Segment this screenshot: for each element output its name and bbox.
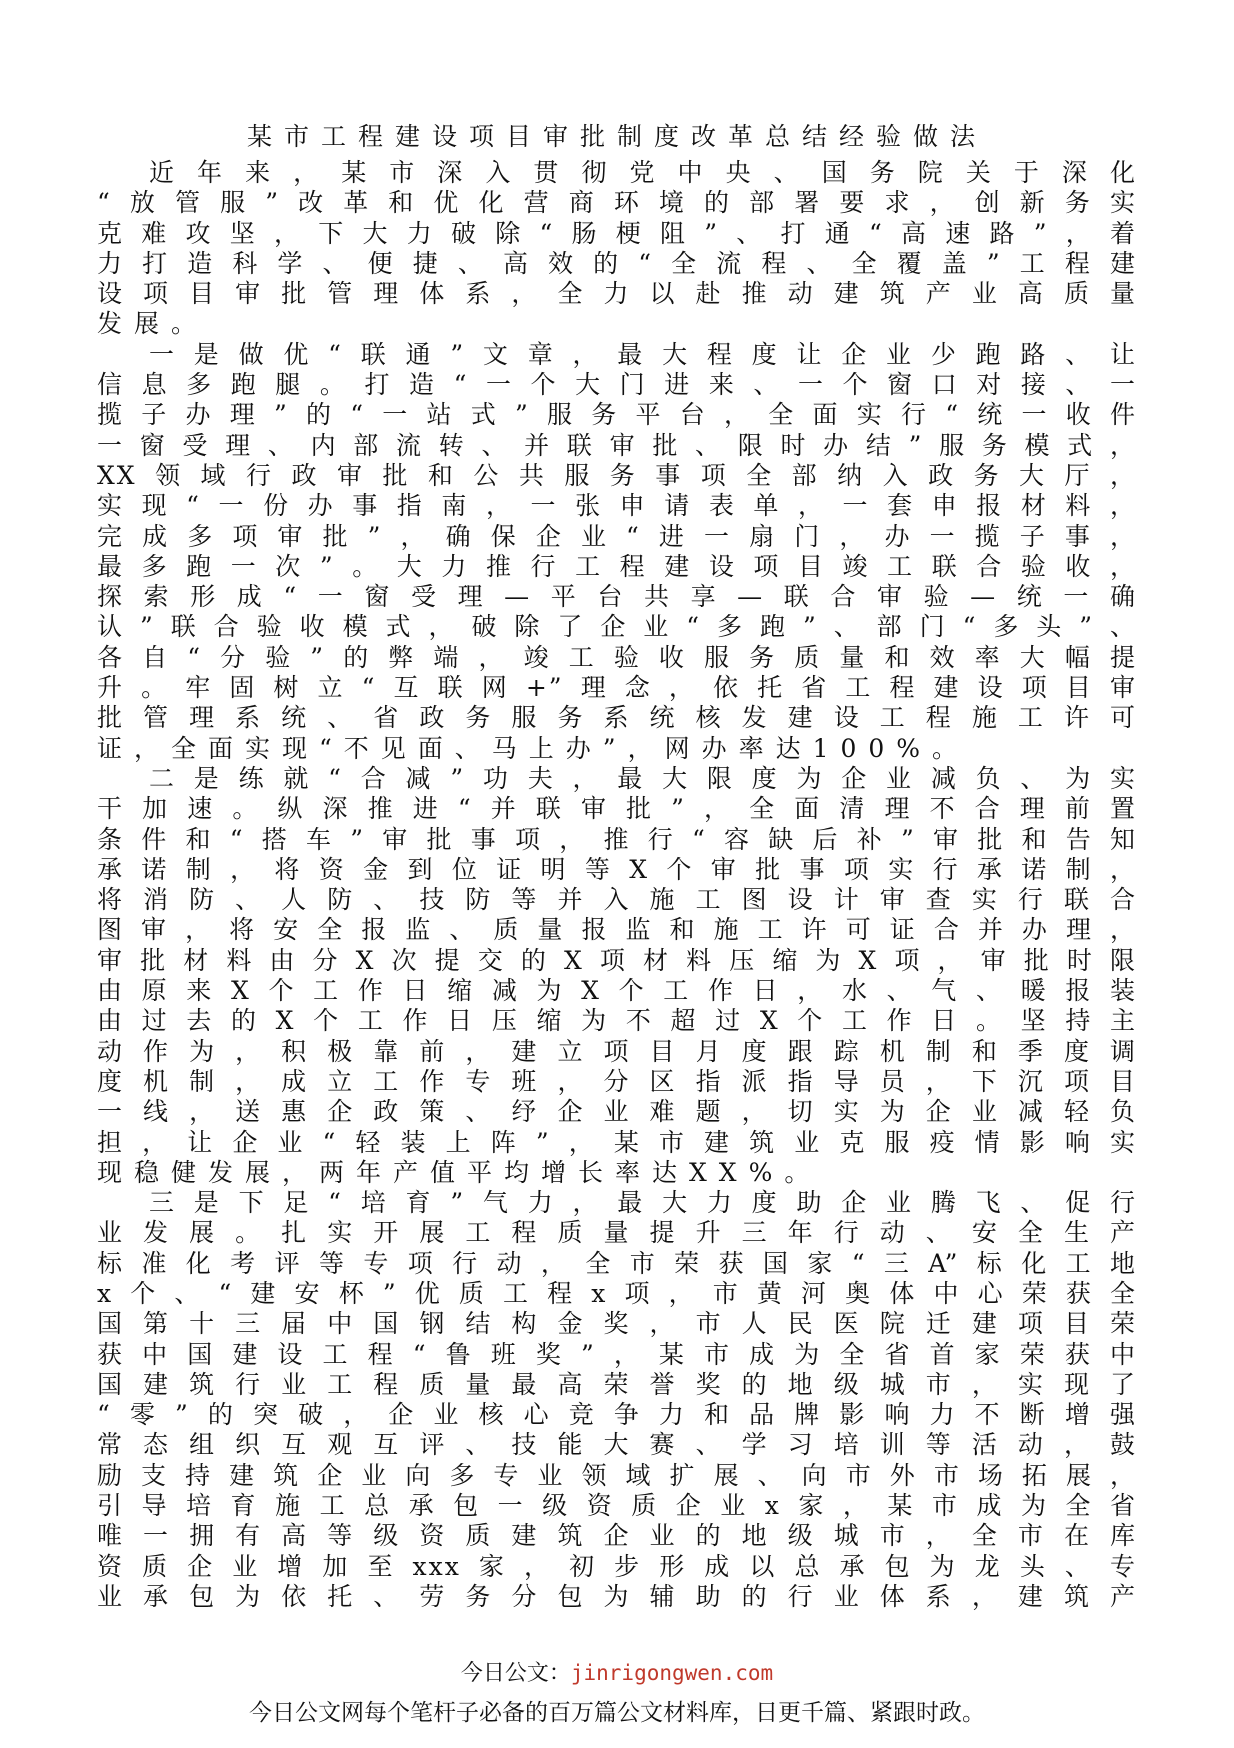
text-line: 完成多项审批”，确保企业“进一扇门，办一揽子事， [97,521,1137,551]
text-line: 承诺制，将资金到位证明等X个审批事项实行承诺制， [97,854,1137,884]
text-line: 引导培育施工总承包一级资质企业x家，某市成为全省 [97,1491,1137,1521]
text-line: 一窗受理、内部流转、并联审批、限时办结”服务模式， [97,430,1137,460]
text-line: 二是练就“合减”功夫，最大限度为企业减负、为实 [149,763,1137,793]
text-line: 图审，将安全报监、质量报监和施工许可证合并办理， [97,915,1137,945]
text-line: 最多跑一次”。大力推行工程建设项目竣工联合验收， [97,551,1137,581]
text-line: 担，让企业“轻装上阵”，某市建筑业克服疫情影响实 [97,1127,1137,1157]
text-line: 获中国建设工程“鲁班奖”，某市成为全省首家荣获中 [97,1339,1137,1369]
text-line: 由原来X个工作日缩减为X个工作日，水、气、暖报装 [97,976,1137,1006]
text-line: 励支持建筑企业向多专业领域扩展、向市外市场拓展， [97,1460,1137,1490]
text-line: 干加速。纵深推进“并联审批”，全面清理不合理前置 [97,794,1137,824]
footer-site-label: 今日公文： [460,1661,571,1686]
text-line: “零”的突破，企业核心竞争力和品牌影响力不断增强 [97,1400,1137,1430]
text-line: 证，全面实现“不见面、马上办”，网办率达100%。 [97,733,970,763]
text-line: 探索形成“一窗受理—平台共享—联合审验—统一确 [97,582,1137,612]
text-line: 批管理系统、省政务服务系统核发建设工程施工许可 [97,703,1137,733]
text-line: 信息多跑腿。打造“一个大门进来、一个窗口对接、一 [97,370,1137,400]
text-line: 业承包为依托、劳务分包为辅助的行业体系，建筑产 [97,1581,1137,1611]
text-line: 近年来，某市深入贯彻党中央、国务院关于深化 [149,158,1137,187]
text-line: 揽子办理”的“一站式”服务平台，全面实行“统一收件 [97,400,1137,430]
text-line: 度机制，成立工作专班，分区指派指导员，下沉项目 [97,1066,1137,1096]
text-line: 标准化考评等专项行动，全市荣获国家“三A”标化工地 [97,1248,1137,1278]
page-title: 某市工程建设项目审批制度改革总结经验做法 [246,122,987,151]
text-line: 资质企业增加至xxx家，初步形成以总承包为龙头、专 [97,1551,1137,1581]
text-line: 实现“一份办事指南，一张申请表单，一套申报材料， [97,491,1137,521]
text-line: 审批材料由分X次提交的X项材料压缩为X项，审批时限 [97,945,1137,975]
footer-site-link[interactable]: jinrigongwen.com [570,1661,774,1685]
text-line: 唯一拥有高等级资质建筑企业的地级城市，全市在库 [97,1521,1137,1551]
text-line: 动作为，积极靠前，建立项目月度跟踪机制和季度调 [97,1036,1137,1066]
text-line: 条件和“搭车”审批事项，推行“容缺后补”审批和告知 [97,824,1137,854]
footer-site [0,1656,1234,1687]
text-line: 设项目审批管理体系，全力以赴推动建筑产业高质量 [97,279,1137,309]
text-line: 国第十三届中国钢结构金奖，市人民医院迁建项目荣 [97,1309,1137,1339]
text-line: 发展。 [97,309,209,339]
text-line: 现稳健发展，两年产值平均增长率达XX%。 [97,1157,822,1187]
footer-slogan: 今日公文网每个笔杆子必备的百万篇公文材料库，日更千篇、紧跟时政。 [249,1700,985,1726]
text-line: 将消防、人防、技防等并入施工图设计审查实行联合 [97,885,1137,915]
text-line: 力打造科学、便捷、高效的“全流程、全覆盖”工程建 [97,248,1137,278]
text-line: 三是下足“培育”气力，最大力度助企业腾飞、促行 [149,1188,1137,1218]
text-line: 一是做优“联通”文章，最大程度让企业少跑路、让 [149,339,1137,369]
text-line: “放管服”改革和优化营商环境的部署要求，创新务实 [97,188,1137,218]
text-line: 各自“分验”的弊端，竣工验收服务质量和效率大幅提 [97,642,1137,672]
text-line: 业发展。扎实开展工程质量提升三年行动、安全生产 [97,1218,1137,1248]
text-line: x个、“建安杯”优质工程x项，市黄河奥体中心荣获全 [97,1278,1137,1308]
document-body [97,158,1137,1612]
text-line: 由过去的X个工作日压缩为不超过X个工作日。坚持主 [97,1006,1137,1036]
text-line: 国建筑行业工程质量最高荣誉奖的地级城市，实现了 [97,1369,1137,1399]
text-line: 常态组织互观互评、技能大赛、学习培训等活动，鼓 [97,1430,1137,1460]
text-line: 一线，送惠企政策、纾企业难题，切实为企业减轻负 [97,1097,1137,1127]
text-line: 升。牢固树立“互联网+”理念，依托省工程建设项目审 [97,673,1137,703]
text-line: XX领域行政审批和公共服务事项全部纳入政务大厅， [97,460,1137,490]
text-line: 认”联合验收模式，破除了企业“多跑”、部门“多头”、 [97,612,1137,642]
text-line: 克难攻坚，下大力破除“肠梗阻”、打通“高速路”，着 [97,218,1137,248]
